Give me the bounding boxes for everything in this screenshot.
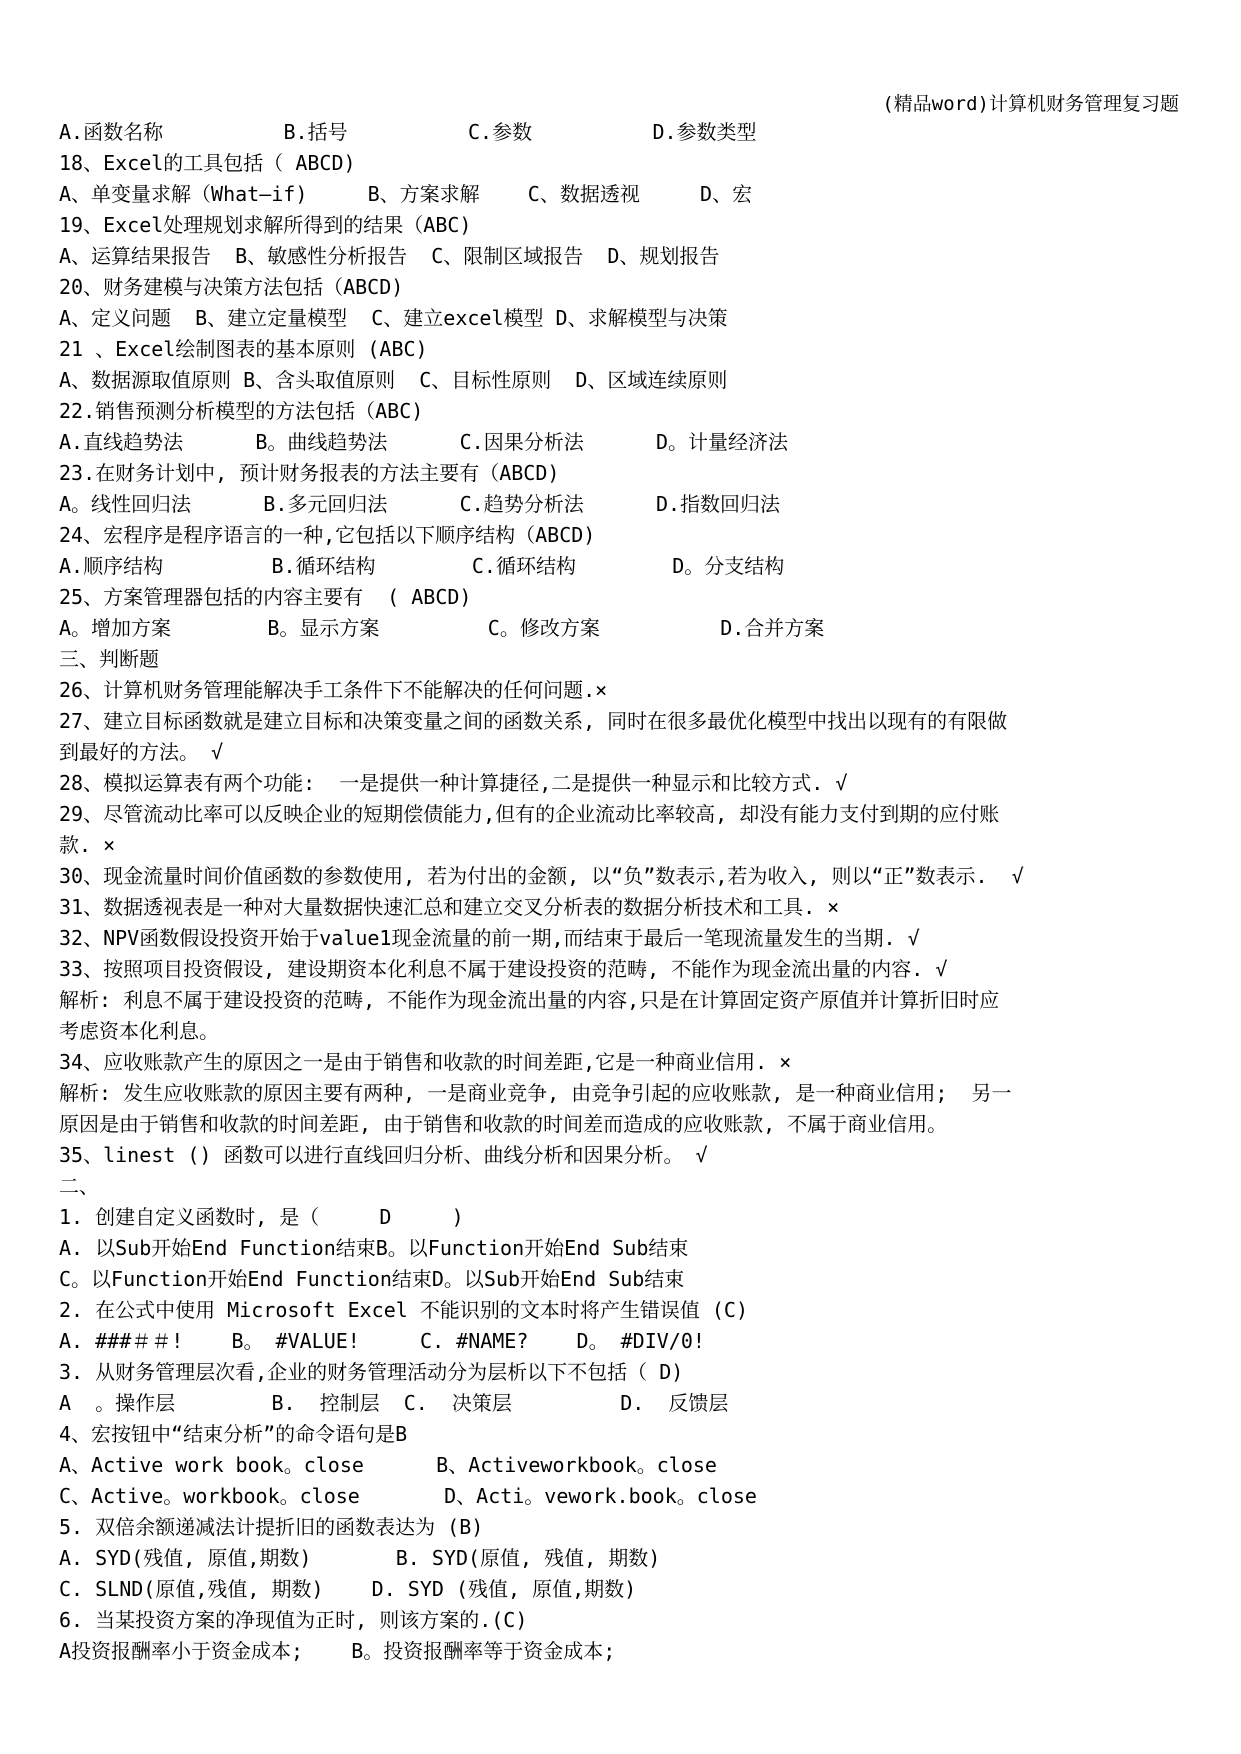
text-line: 考虑资本化利息。: [59, 1019, 219, 1043]
text-line: 30、现金流量时间价值函数的参数使用, 若为付出的金额, 以“负”数表示,若为收入, 则以“正”数表示. √: [59, 864, 1024, 888]
text-line: 到最好的方法。 √: [59, 740, 224, 764]
text-line: A.直线趋势法 B。曲线趋势法 C.因果分析法 D。计量经济法: [59, 430, 788, 454]
section-heading: 三、判断题: [59, 647, 159, 671]
text-line: 25、方案管理器包括的内容主要有 ( ABCD): [59, 585, 472, 609]
text-line: 18、Excel的工具包括（ ABCD): [59, 151, 356, 175]
text-line: A、数据源取值原则 B、含头取值原则 C、目标性原则 D、区域连续原则: [59, 368, 728, 392]
text-line: 原因是由于销售和收款的时间差距, 由于销售和收款的时间差而造成的应收账款, 不属于商业信用。: [59, 1112, 948, 1136]
text-line: 解析: 利息不属于建设投资的范畴, 不能作为现金流出量的内容,只是在计算固定资产原值并计算折旧时应: [59, 988, 1000, 1012]
text-line: A. ###＃＃! B。 #VALUE! C. #NAME? D。 #DIV/0!: [59, 1329, 705, 1353]
text-line: A。线性回归法 B.多元回归法 C.趋势分析法 D.指数回归法: [59, 492, 781, 516]
text-line: 24、宏程序是程序语言的一种,它包括以下顺序结构（ABCD): [59, 523, 596, 547]
text-line: 32、NPV函数假设投资开始于value1现金流量的前一期,而结束于最后一笔现流量发生的当期. √: [59, 926, 920, 950]
text-line: 解析: 发生应收账款的原因主要有两种, 一是商业竞争, 由竞争引起的应收账款, 是一种商业信用; 另一: [59, 1081, 1012, 1105]
text-line: 5. 双倍余额递减法计提折旧的函数表达为 (B): [59, 1515, 484, 1539]
section-heading: 二、: [59, 1174, 99, 1198]
text-line: 26、计算机财务管理能解决手工条件下不能解决的任何问题.×: [59, 678, 608, 702]
text-line: A、定义问题 B、建立定量模型 C、建立excel模型 D、求解模型与决策: [59, 306, 728, 330]
text-line: A、运算结果报告 B、敏感性分析报告 C、限制区域报告 D、规划报告: [59, 244, 720, 268]
text-line: C. SLND(原值,残值, 期数) D. SYD (残值, 原值,期数): [59, 1577, 637, 1601]
text-line: A. 以Sub开始End Function结束B。以Function开始End Sub结束: [59, 1236, 689, 1260]
text-line: 29、尽管流动比率可以反映企业的短期偿债能力,但有的企业流动比率较高, 却没有能力支付到期的应付账: [59, 802, 1000, 826]
text-line: 20、财务建模与决策方法包括（ABCD): [59, 275, 404, 299]
text-line: A、Active work book。close B、Activeworkbook。close: [59, 1453, 717, 1477]
text-line: 35、linest () 函数可以进行直线回归分析、曲线分析和因果分析。 √: [59, 1143, 708, 1167]
text-line: 22.销售预测分析模型的方法包括（ABC): [59, 399, 424, 423]
text-line: A. SYD(残值, 原值,期数) B. SYD(原值, 残值, 期数): [59, 1546, 661, 1570]
text-line: 28、模拟运算表有两个功能: 一是提供一种计算捷径,二是提供一种显示和比较方式. √: [59, 771, 848, 795]
text-line: 3. 从财务管理层次看,企业的财务管理活动分为层析以下不包括（ D): [59, 1360, 684, 1384]
text-line: 21 、Excel绘制图表的基本原则 (ABC): [59, 337, 428, 361]
text-line: A.函数名称 B.括号 C.参数 D.参数类型: [59, 120, 757, 144]
text-line: A、单变量求解（What—if) B、方案求解 C、数据透视 D、宏: [59, 182, 753, 206]
text-line: A 。操作层 B. 控制层 C. 决策层 D. 反馈层: [59, 1391, 729, 1415]
text-line: 19、Excel处理规划求解所得到的结果（ABC): [59, 213, 472, 237]
text-line: C。以Function开始End Function结束D。以Sub开始End Sub结束: [59, 1267, 685, 1291]
page-header: (精品word)计算机财务管理复习题: [882, 93, 1179, 115]
text-line: 6. 当某投资方案的净现值为正时, 则该方案的.(C): [59, 1608, 528, 1632]
text-line: 31、数据透视表是一种对大量数据快速汇总和建立交叉分析表的数据分析技术和工具. ×: [59, 895, 840, 919]
text-line: 33、按照项目投资假设, 建设期资本化利息不属于建设投资的范畴, 不能作为现金流出量的内容. √: [59, 957, 948, 981]
text-line: A。增加方案 B。显示方案 C。修改方案 D.合并方案: [59, 616, 825, 640]
text-line: C、Active。workbook。close D、Acti。vework.book。close: [59, 1484, 757, 1508]
text-line: 2. 在公式中使用 Microsoft Excel 不能识别的文本时将产生错误值 (C): [59, 1298, 748, 1322]
text-line: 4、宏按钮中“结束分析”的命令语句是B: [59, 1422, 408, 1446]
text-line: 1. 创建自定义函数时, 是（ D ): [59, 1205, 464, 1229]
text-line: 27、建立目标函数就是建立目标和决策变量之间的函数关系, 同时在很多最优化模型中找出以现有的有限做: [59, 709, 1008, 733]
text-line: A投资报酬率小于资金成本; B。投资报酬率等于资金成本;: [59, 1639, 616, 1663]
text-line: 23.在财务计划中, 预计财务报表的方法主要有（ABCD): [59, 461, 560, 485]
text-line: 34、应收账款产生的原因之一是由于销售和收款的时间差距,它是一种商业信用. ×: [59, 1050, 792, 1074]
text-line: A.顺序结构 B.循环结构 C.循环结构 D。分支结构: [59, 554, 785, 578]
text-line: 款. ×: [59, 833, 116, 857]
document-body: [59, 117, 1189, 1667]
